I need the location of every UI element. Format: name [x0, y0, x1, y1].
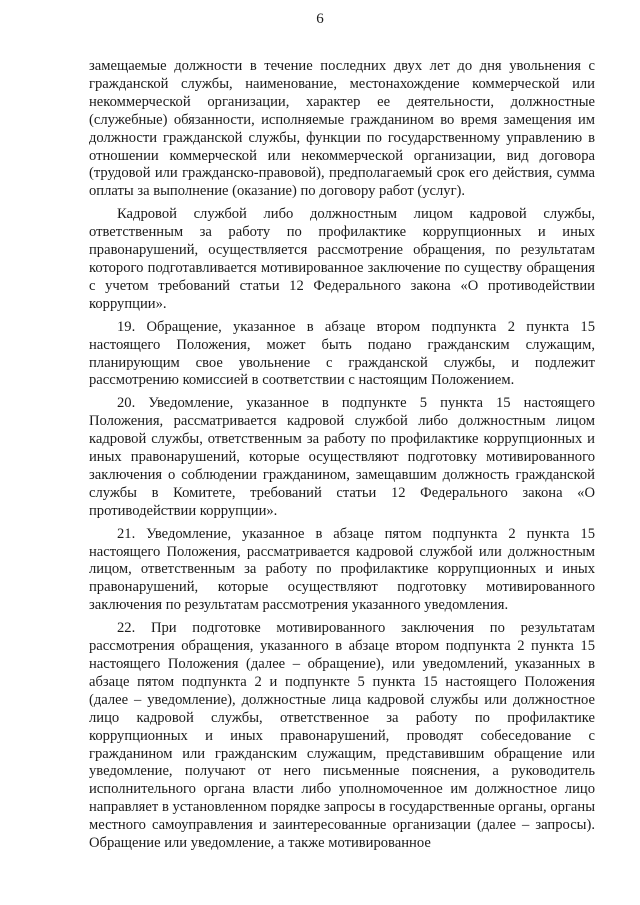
- paragraph-continuation: замещаемые должности в течение последних двух лет до дня увольнения с гражданской службы, наименование, местонахождение коммерческой или некоммерческой организации, характер ее деятельности, должностные (служебные) обязанности, исполняемые гражданином во время замещения им должности гражданской службы, функции по государственному управлению в отношении коммерческой или некоммерческой организации, вид договора (трудовой или гражданско-правовой), предполагаемый срок его действия, сумма оплаты за выполнение (оказание) по договору работ (услуг).: [89, 58, 595, 200]
- paragraph-cadre-service: Кадровой службой либо должностным лицом кадровой службы, ответственным за работу по профилактике коррупционных и иных правонарушений, осуществляется рассмотрение обращения, по результатам которого подготавливается мотивированное заключение по существу обращения с учетом требований статьи 12 Федерального закона «О противодействии коррупции».: [89, 206, 595, 312]
- document-body: [89, 58, 595, 858]
- page-number: 6: [316, 11, 324, 27]
- paragraph-21: 21. Уведомление, указанное в абзаце пятом подпункта 2 пункта 15 настоящего Положения, рассматривается кадровой службой или должностным лицом, ответственным за работу по профилактике коррупционных и иных правонарушений, которые осуществляют подготовку мотивированного заключения по результатам рассмотрения указанного уведомления.: [89, 525, 595, 614]
- paragraph-19: 19. Обращение, указанное в абзаце втором подпункта 2 пункта 15 настоящего Положения, может быть подано гражданским служащим, планирующим свое увольнение с гражданской службы, и подлежит рассмотрению комиссией в соответствии с настоящим Положением.: [89, 318, 595, 389]
- paragraph-20: 20. Уведомление, указанное в подпункте 5 пункта 15 настоящего Положения, рассматривается кадровой службой либо должностным лицом кадровой службы, ответственным за работу по профилактике коррупционных и иных правонарушений, которые осуществляют подготовку мотивированного заключения о соблюдении гражданином, замещавшим должность гражданской службы в Комитете, требований статьи 12 Федерального закона «О противодействии коррупции».: [89, 395, 595, 519]
- paragraph-22: 22. При подготовке мотивированного заключения по результатам рассмотрения обращения, указанного в абзаце втором подпункта 2 пункта 15 настоящего Положения (далее – обращение), или уведомлений, указанных в абзаце пятом подпункта 2 и подпункте 5 пункта 15 настоящего Положения (далее – уведомление), должностные лица кадровой службы или должностное лицо кадровой службы, ответственное за работу по профилактике коррупционных и иных правонарушений, проводят собеседование с гражданином или гражданским служащим, представившим обращение или уведомление, получают от него письменные пояснения, а руководитель исполнительного органа власти либо уполномоченное им должностное лицо направляет в установленном порядке запросы в государственные органы, органы местного самоуправления и заинтересованные организации (далее – запросы). Обращение или уведомление, а также мотивированное: [89, 620, 595, 852]
